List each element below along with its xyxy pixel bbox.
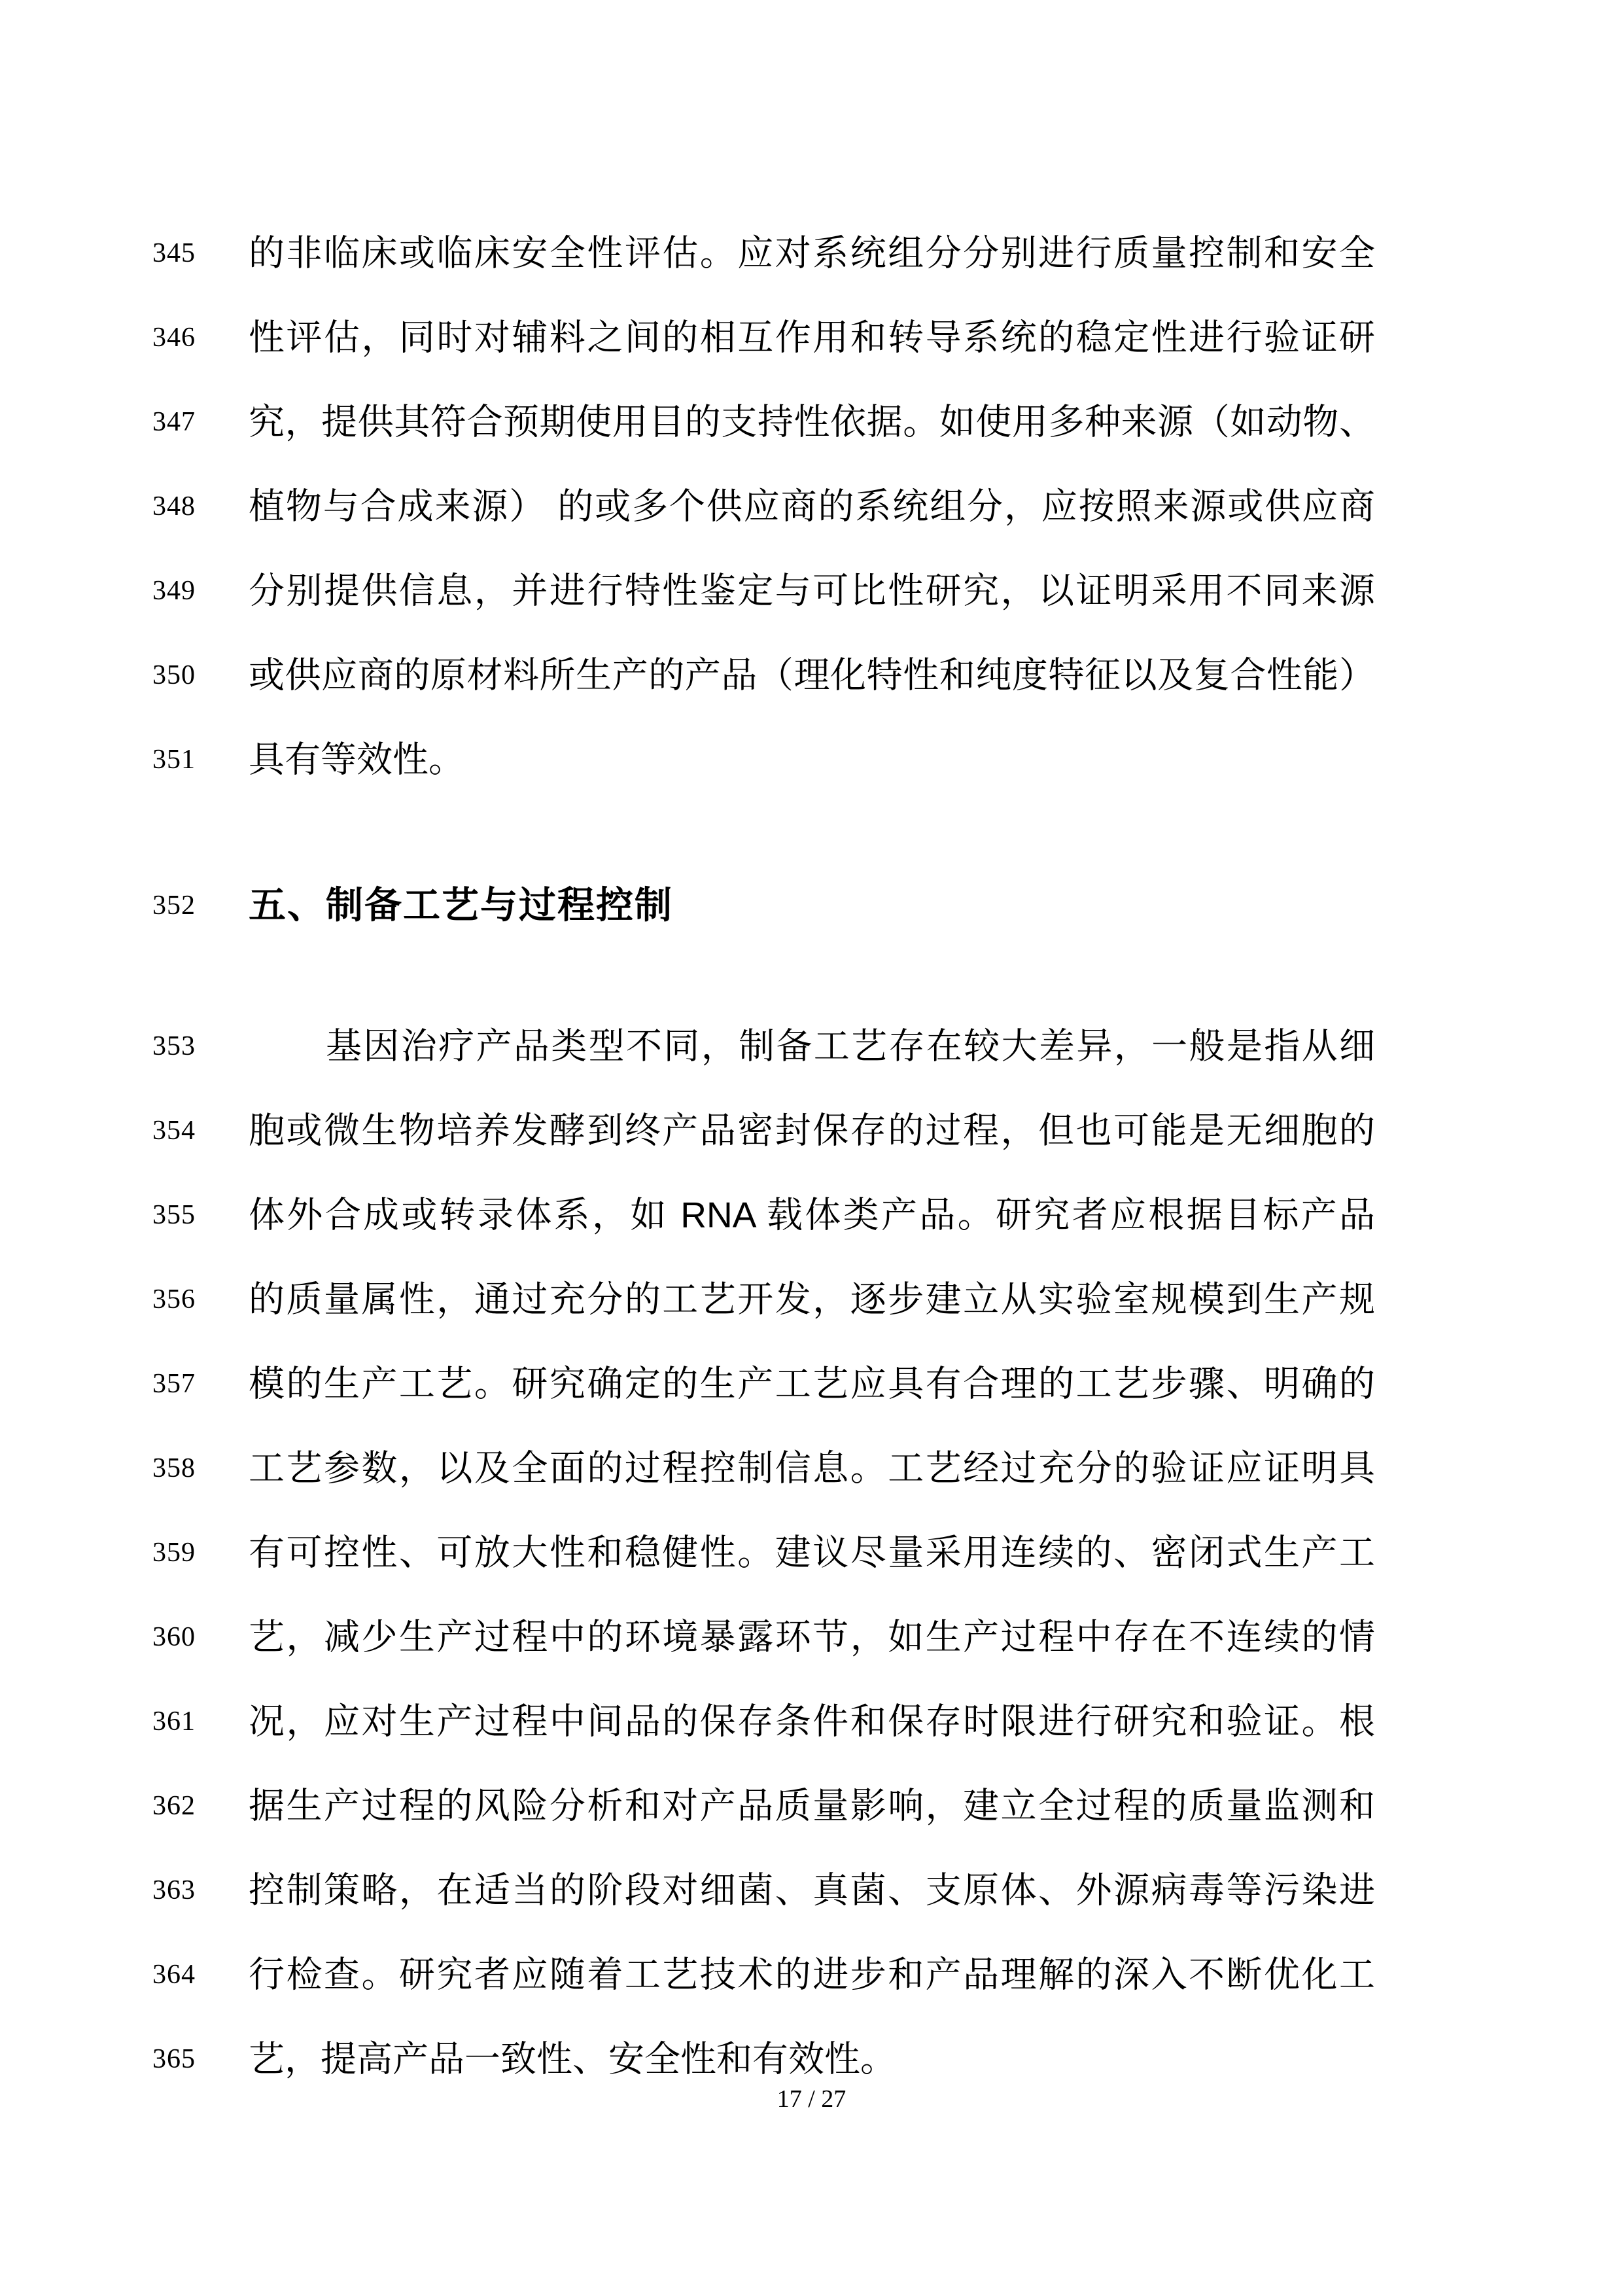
footer-page-number: 17 / 27	[777, 2085, 846, 2113]
line-text: 有可控性、可放大性和稳健性。建议尽量采用连续的、密闭式生产工	[249, 1532, 1375, 1573]
line-text: 的质量属性，通过充分的工艺开发，逐步建立从实验室规模到生产规	[249, 1279, 1375, 1320]
line-text: 艺，减少生产过程中的环境暴露环节，如生产过程中存在不连续的情	[249, 1616, 1375, 1657]
line-text: 控制策略，在适当的阶段对细菌、真菌、支原体、外源病毒等污染进	[249, 1869, 1375, 1911]
line-text: 工艺参数，以及全面的过程控制信息。工艺经过充分的验证应证明具	[249, 1447, 1375, 1489]
document-line	[0, 380, 1623, 464]
document-line	[0, 1173, 1623, 1257]
document-body	[0, 211, 1623, 2101]
line-number: 362	[152, 1790, 196, 1821]
document-line	[0, 295, 1623, 380]
document-line	[0, 1932, 1623, 2017]
document-line	[0, 633, 1623, 717]
line-text: 植物与合成来源） 的或多个供应商的系统组分，应按照来源或供应商	[249, 486, 1375, 527]
document-line	[0, 464, 1623, 548]
line-number: 357	[152, 1368, 196, 1399]
line-text: 或供应商的原材料所生产的产品（理化特性和纯度特征以及复合性能）	[249, 654, 1375, 696]
line-text: 体外合成或转录体系，如 RNA 载体类产品。研究者应根据目标产品	[249, 1194, 1375, 1235]
line-number: 360	[152, 1621, 196, 1652]
line-number: 352	[152, 890, 196, 921]
line-number: 349	[152, 575, 196, 606]
line-number: 353	[152, 1031, 196, 1061]
line-number: 345	[152, 238, 196, 268]
section-heading	[0, 863, 1623, 947]
line-number: 347	[152, 406, 196, 437]
line-text: 据生产过程的风险分析和对产品质量影响，建立全过程的质量监测和	[249, 1785, 1375, 1826]
line-text: 模的生产工艺。研究确定的生产工艺应具有合理的工艺步骤、明确的	[249, 1363, 1375, 1404]
line-text: 胞或微生物培养发酵到终产品密封保存的过程，但也可能是无细胞的	[249, 1110, 1375, 1151]
line-text: 分别提供信息，并进行特性鉴定与可比性研究，以证明采用不同来源	[249, 570, 1375, 611]
line-text: 的非临床或临床安全性评估。应对系统组分分别进行质量控制和安全	[249, 232, 1375, 274]
line-number: 346	[152, 322, 196, 353]
line-text: 究，提供其符合预期使用目的支持性依据。如使用多种来源（如动物、	[249, 401, 1375, 442]
document-line	[0, 1426, 1623, 1510]
document-line	[0, 1848, 1623, 1932]
line-text: 艺，提高产品一致性、安全性和有效性。	[249, 2038, 897, 2079]
section-heading-text: 五、制备工艺与过程控制	[249, 883, 673, 926]
document-line	[0, 211, 1623, 295]
line-text: 具有等效性。	[249, 739, 465, 780]
line-text: 性评估，同时对辅料之间的相互作用和转导系统的稳定性进行验证研	[249, 317, 1375, 358]
document-line	[0, 1341, 1623, 1426]
document-line	[0, 1257, 1623, 1341]
document-line	[0, 1679, 1623, 1763]
line-number: 365	[152, 2043, 196, 2074]
line-number: 361	[152, 1706, 196, 1737]
line-number: 355	[152, 1199, 196, 1230]
document-line	[0, 1595, 1623, 1679]
line-number: 348	[152, 491, 196, 521]
document-line	[0, 1510, 1623, 1595]
document-line	[0, 548, 1623, 633]
document-line	[0, 1088, 1623, 1173]
line-number: 359	[152, 1537, 196, 1568]
line-number: 363	[152, 1875, 196, 1905]
line-number: 354	[152, 1115, 196, 1146]
line-text: 基因治疗产品类型不同，制备工艺存在较大差异，一般是指从细	[326, 1025, 1375, 1067]
line-text: 况，应对生产过程中间品的保存条件和保存时限进行研究和验证。根	[249, 1701, 1375, 1742]
line-number: 364	[152, 1959, 196, 1990]
document-line	[0, 717, 1623, 802]
document-line	[0, 1004, 1623, 1088]
line-number: 358	[152, 1453, 196, 1483]
line-number: 356	[152, 1284, 196, 1315]
line-number: 351	[152, 744, 196, 775]
line-number: 350	[152, 660, 196, 690]
document-line	[0, 1763, 1623, 1848]
line-text: 行检查。研究者应随着工艺技术的进步和产品理解的深入不断优化工	[249, 1954, 1375, 1995]
